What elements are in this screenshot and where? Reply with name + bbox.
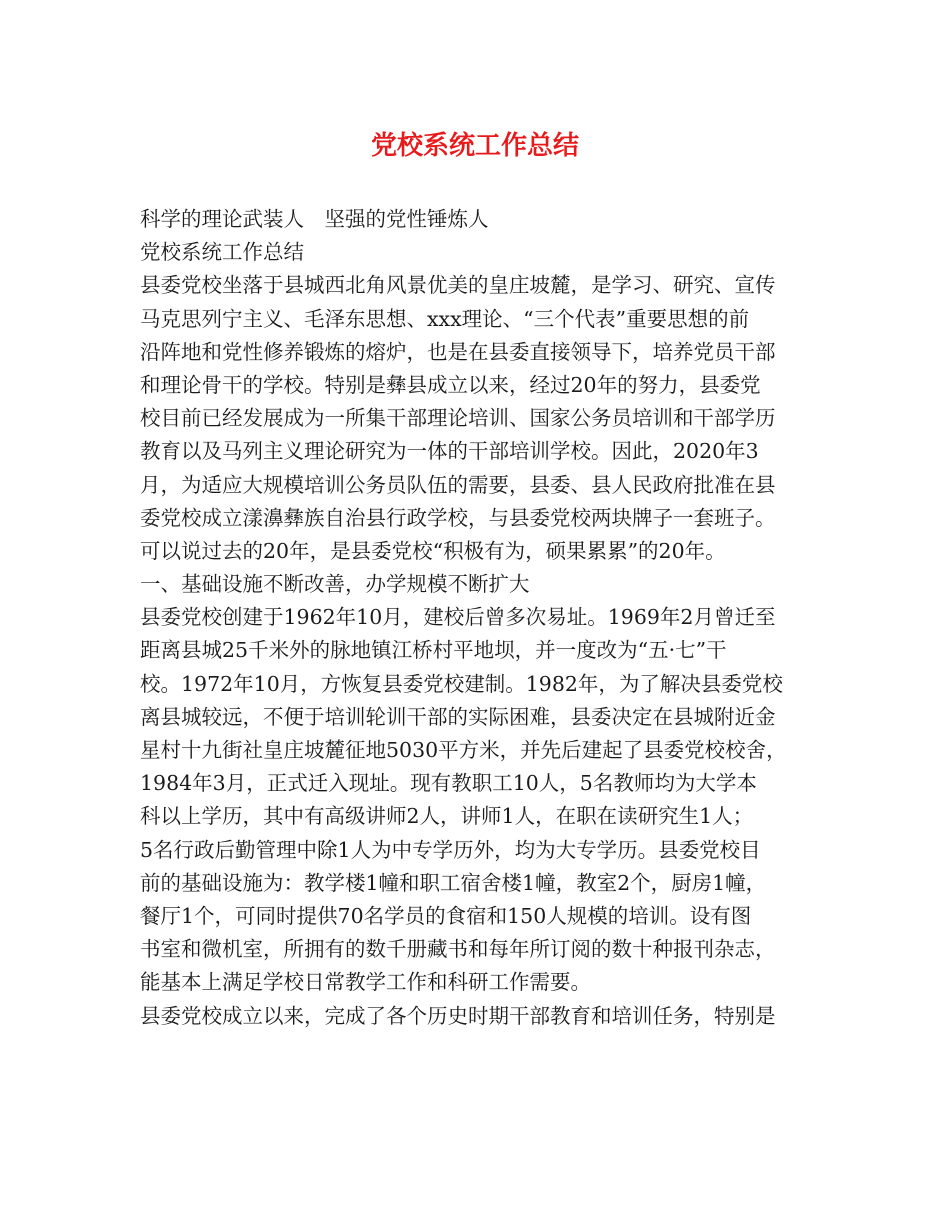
text-line: 离县城较远，不便于培训轮训干部的实际困难，县委决定在县城附近金	[140, 704, 776, 729]
document-body	[140, 203, 820, 1033]
text-line: 一、基础设施不断改善，办学规模不断扩大	[140, 572, 530, 597]
text-line: 科学的理论武装人 坚强的党性锤炼人	[140, 207, 489, 231]
text-line: 前的基础设施为：教学楼1幢和职工宿舍楼1幢，教室2个，厨房1幢，	[140, 870, 767, 895]
text-line: 可以说过去的20年，是县委党校“积极有为，硕果累累”的20年。	[140, 538, 726, 563]
text-line: 马克思列宁主义、毛泽东思想、xxx理论、“三个代表”重要思想的前	[140, 306, 750, 331]
text-line: 餐厅1个，可同时提供70名学员的食宿和150人规模的培训。设有图	[140, 903, 752, 928]
text-line: 科以上学历，其中有高级讲师2人，讲师1人，在职在读研究生1人；	[140, 804, 754, 829]
text-line: 沿阵地和党性修养锻炼的熔炉，也是在县委直接领导下，培养党员干部	[140, 339, 776, 364]
text-line: 党校系统工作总结	[140, 240, 304, 265]
text-line: 1984年3月，正式迁入现址。现有教职工10人，5名教师均为大学本	[140, 771, 757, 796]
text-line: 星村十九街社皇庄坡麓征地5030平方米，并先后建起了县委党校校舍，	[140, 738, 787, 762]
text-line: 委党校成立漾濞彝族自治县行政学校，与县委党校两块牌子一套班子。	[140, 505, 776, 530]
document-title: 党校系统工作总结	[370, 131, 579, 161]
text-line: 县委党校成立以来，完成了各个历史时期干部教育和培训任务，特别是	[140, 1003, 776, 1028]
text-line: 县委党校坐落于县城西北角风景优美的皇庄坡麓，是学习、研究、宣传	[140, 273, 776, 298]
text-line: 书室和微机室，所拥有的数千册藏书和每年所订阅的数十种报刊杂志，	[140, 937, 776, 962]
text-line: 5名行政后勤管理中除1人为中专学历外，均为大专学历。县委党校目	[140, 837, 761, 862]
text-line: 能基本上满足学校日常教学工作和科研工作需要。	[140, 970, 591, 995]
text-line: 校。1972年10月，方恢复县委党校建制。1982年，为了解决县委党校	[140, 671, 783, 696]
text-line: 和理论骨干的学校。特别是彝县成立以来，经过20年的努力，县委党	[140, 372, 761, 397]
text-line: 月，为适应大规模培训公务员队伍的需要，县委、县人民政府批准在县	[140, 472, 776, 497]
text-line: 教育以及马列主义理论研究为一体的干部培训学校。因此，2020年3	[140, 439, 759, 464]
text-line: 距离县城25千米外的脉地镇江桥村平地坝，并一度改为“五·七”干	[140, 638, 727, 663]
text-line: 县委党校创建于1962年10月，建校后曾多次易址。1969年2月曾迁至	[140, 605, 776, 630]
text-line: 校目前已经发展成为一所集干部理论培训、国家公务员培训和干部学历	[140, 406, 776, 431]
